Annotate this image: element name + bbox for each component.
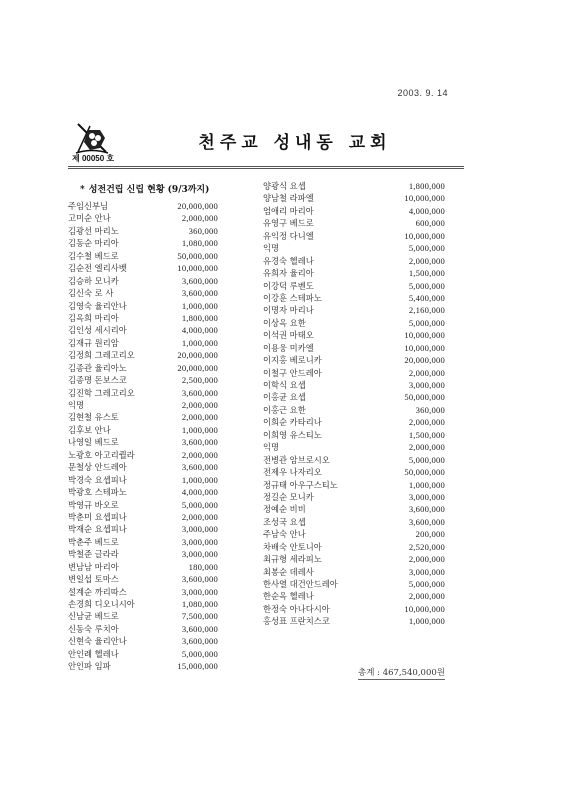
issue-date: 2003. 9. 14 <box>397 88 448 98</box>
donor-row <box>68 250 218 262</box>
donor-name: 이학식 요셉 <box>263 380 306 390</box>
donor-name: 신동숙 루치아 <box>68 623 119 634</box>
donor-row <box>68 200 218 212</box>
donor-name: 익명 <box>68 400 85 410</box>
donation-amount: 1,080,000 <box>181 238 218 249</box>
donation-amount: 2,000,000 <box>181 449 218 460</box>
donor-name: 박춘주 베드로 <box>68 536 119 547</box>
donor-name: 유경숙 헬레나 <box>263 255 314 266</box>
donor-row <box>68 411 218 423</box>
donation-amount: 10,000,000 <box>404 230 445 241</box>
donor-row <box>68 536 218 548</box>
donor-row <box>68 225 218 237</box>
donor-name: 유영구 베드로 <box>263 218 314 229</box>
donation-amount: 2,000,000 <box>181 412 218 423</box>
donation-amount: 5,000,000 <box>181 648 218 659</box>
donation-amount: 3,000,000 <box>181 536 218 547</box>
donor-name: 김현철 유스토 <box>68 412 119 423</box>
donation-amount: 20,000,000 <box>177 201 218 211</box>
donation-amount: 15,000,000 <box>177 661 218 672</box>
donor-name: 김재규 원리암 <box>68 337 119 348</box>
donor-name: 김종명 돈보스코 <box>68 375 127 386</box>
donor-name: 안인례 헬레나 <box>68 648 119 659</box>
donation-amount: 10,000,000 <box>404 342 445 353</box>
donor-name: 한정숙 아나다시아 <box>263 603 330 614</box>
donor-name: 한순옥 헬레나 <box>263 591 314 602</box>
donor-row <box>263 503 445 515</box>
header-divider <box>68 166 464 167</box>
donor-row <box>263 292 445 304</box>
donation-amount: 2,520,000 <box>408 541 445 552</box>
donation-amount: 1,080,000 <box>181 599 218 609</box>
donor-row <box>68 461 218 473</box>
donor-row <box>68 523 218 535</box>
donation-amount: 3,000,000 <box>408 566 445 577</box>
donor-name: 차배숙 안토니아 <box>263 541 322 552</box>
donor-row <box>68 424 218 436</box>
donor-name: 신현숙 율리안나 <box>68 636 127 647</box>
donor-name: 이지홍 베로니카 <box>263 355 322 366</box>
donor-name: 익명 <box>263 442 280 453</box>
donation-amount: 3,600,000 <box>408 516 445 527</box>
page-title: 천주교 성내동 교회 <box>198 133 392 153</box>
donation-amount: 3,600,000 <box>181 275 218 286</box>
donor-row <box>68 349 218 361</box>
donation-amount: 1,500,000 <box>408 429 445 440</box>
donor-name: 김신숙 로 사 <box>68 288 114 299</box>
donor-name: 이명자 마리나 <box>263 305 314 316</box>
donation-amount: 2,000,000 <box>408 442 445 453</box>
donor-name: 최규형 세라피노 <box>263 554 322 565</box>
donor-name: 양남철 라파엘 <box>263 193 314 204</box>
donor-row <box>68 598 218 610</box>
donor-name: 변남남 마리아 <box>68 561 119 572</box>
donor-name: 이석권 마태오 <box>263 330 314 341</box>
donation-amount: 2,160,000 <box>408 305 445 316</box>
donor-row <box>263 603 445 615</box>
donation-amount: 1,000,000 <box>408 616 445 627</box>
donor-row <box>68 573 218 585</box>
donor-row <box>68 660 218 672</box>
donor-row <box>68 474 218 486</box>
donation-amount: 10,000,000 <box>177 263 218 274</box>
donation-amount: 3,000,000 <box>181 524 218 535</box>
donor-row <box>263 255 445 267</box>
donor-row <box>263 329 445 341</box>
donation-amount: 2,000,000 <box>408 554 445 565</box>
donor-name: 주임신부님 <box>68 201 109 211</box>
donor-name: 김광선 마리노 <box>68 225 119 236</box>
section-heading <box>80 182 209 195</box>
donation-amount: 360,000 <box>415 404 445 415</box>
donor-row <box>263 615 445 627</box>
donor-name: 박철준 글라라 <box>68 549 119 560</box>
donor-name: 전제우 나자리오 <box>263 467 322 478</box>
donor-row <box>263 590 445 602</box>
donor-row <box>68 387 218 399</box>
donor-name: 설계순 까리따스 <box>68 586 127 597</box>
donation-amount: 3,600,000 <box>181 574 218 585</box>
donor-name: 김인성 세시리아 <box>68 325 127 336</box>
donor-row <box>263 516 445 528</box>
donation-amount: 10,000,000 <box>404 193 445 204</box>
donor-row <box>263 429 445 441</box>
donation-amount: 1,800,000 <box>408 181 445 191</box>
donor-name: 정길순 모니카 <box>263 491 314 502</box>
donor-row <box>68 635 218 647</box>
donation-amount: 1,000,000 <box>408 479 445 490</box>
donor-row <box>263 553 445 565</box>
donor-name: 조성국 요셉 <box>263 516 306 527</box>
donor-row <box>68 623 218 635</box>
donor-row <box>263 180 445 192</box>
donor-row <box>68 548 218 560</box>
donor-row <box>263 491 445 503</box>
donor-row <box>263 404 445 416</box>
donation-amount: 2,500,000 <box>181 375 218 386</box>
donor-name: 한사열 대건안드레아 <box>263 579 338 589</box>
donation-amount: 3,600,000 <box>181 462 218 473</box>
donor-row <box>263 566 445 578</box>
donor-row <box>68 586 218 598</box>
donation-amount: 50,000,000 <box>404 467 445 478</box>
donor-row <box>68 337 218 349</box>
donation-amount: 3,600,000 <box>408 504 445 515</box>
donation-amount: 3,000,000 <box>408 380 445 390</box>
donor-name: 김정희 그레고리오 <box>68 350 135 361</box>
donation-amount: 600,000 <box>415 218 445 229</box>
donation-amount: 1,000,000 <box>181 474 218 485</box>
donor-row <box>263 317 445 329</box>
donor-row <box>68 275 218 287</box>
issue-number: 제 00050 호 <box>72 154 115 163</box>
donor-row <box>68 449 218 461</box>
donor-row <box>263 192 445 204</box>
donation-amount: 5,000,000 <box>408 243 445 254</box>
header-divider-2 <box>68 168 464 169</box>
donor-list-left <box>68 200 218 673</box>
donor-name: 정예순 비비 <box>263 504 306 515</box>
donor-row <box>68 312 218 324</box>
donor-row <box>263 416 445 428</box>
donation-amount: 180,000 <box>188 561 218 572</box>
donation-amount: 5,000,000 <box>408 454 445 465</box>
donation-amount: 5,000,000 <box>181 499 218 510</box>
donor-name: 양광식 요셉 <box>263 181 306 191</box>
section-heading-text: 성전건립 신립 현황 (9/3까지) <box>88 185 210 195</box>
donation-amount: 200,000 <box>415 529 445 540</box>
donor-name: 김승하 모니카 <box>68 275 119 286</box>
donation-amount: 2,000,000 <box>181 511 218 522</box>
donor-row <box>68 486 218 498</box>
donor-row <box>263 391 445 403</box>
donor-name: 손경희 디오니시아 <box>68 599 135 609</box>
donor-name: 김동순 마리아 <box>68 238 119 249</box>
donation-amount: 7,500,000 <box>181 611 218 622</box>
donor-name: 정규태 아우구스티노 <box>263 479 338 490</box>
donor-name: 주남숙 안나 <box>263 529 306 540</box>
donor-name: 이희순 카타리나 <box>263 417 322 428</box>
donation-amount: 1,000,000 <box>181 337 218 348</box>
donor-row <box>68 362 218 374</box>
donation-amount: 2,000,000 <box>408 255 445 266</box>
donor-name: 이홍균 요셉 <box>263 392 306 403</box>
donor-row <box>263 441 445 453</box>
donor-row <box>68 561 218 573</box>
donor-row <box>263 205 445 217</box>
donor-row <box>68 324 218 336</box>
donor-name: 이강훈 스테파노 <box>263 292 322 303</box>
donor-name: 박영규 바오로 <box>68 499 119 510</box>
donation-amount: 2,000,000 <box>181 213 218 224</box>
donation-amount: 20,000,000 <box>177 350 218 361</box>
donor-name: 김순전 엘리사벳 <box>68 263 127 274</box>
donation-amount: 1,500,000 <box>408 268 445 279</box>
donor-row <box>263 242 445 254</box>
donor-row <box>263 541 445 553</box>
donor-row <box>263 479 445 491</box>
donation-amount: 3,600,000 <box>181 437 218 448</box>
donor-name: 박경숙 요셉피나 <box>68 474 127 485</box>
donation-amount: 3,000,000 <box>181 549 218 560</box>
donor-row <box>263 528 445 540</box>
donation-amount: 5,000,000 <box>408 280 445 291</box>
donation-amount: 360,000 <box>188 225 218 236</box>
donor-name: 최봉순 데레사 <box>263 566 314 577</box>
donor-row <box>263 217 445 229</box>
donor-name: 변일섭 토마스 <box>68 574 119 585</box>
donation-amount: 4,000,000 <box>181 325 218 336</box>
donor-row <box>68 648 218 660</box>
donation-amount: 1,000,000 <box>181 300 218 311</box>
donor-row <box>263 267 445 279</box>
donor-row <box>263 454 445 466</box>
donation-amount: 1,800,000 <box>181 312 218 323</box>
total-amount: 총계 : 467,540,000원 <box>358 668 445 678</box>
donor-name: 김옥희 마리아 <box>68 312 119 323</box>
donation-amount: 3,600,000 <box>181 636 218 647</box>
donor-row <box>263 342 445 354</box>
donor-name: 고미순 안나 <box>68 213 111 224</box>
donor-row <box>68 237 218 249</box>
donor-row <box>68 610 218 622</box>
donation-amount: 2,000,000 <box>408 417 445 428</box>
donor-name: 홍성표 프란치스코 <box>263 616 330 627</box>
donation-amount: 1,000,000 <box>181 424 218 435</box>
donor-name: 이희영 유스티노 <box>263 429 322 440</box>
donor-row <box>263 466 445 478</box>
donation-amount: 10,000,000 <box>404 330 445 341</box>
donor-name: 나영일 베드로 <box>68 437 119 448</box>
donor-row <box>68 499 218 511</box>
donor-row <box>68 300 218 312</box>
donor-name: 전병관 암브로시오 <box>263 454 330 465</box>
donor-row <box>68 262 218 274</box>
donor-row <box>68 212 218 224</box>
donor-row <box>263 304 445 316</box>
donor-name: 유희자 율리아 <box>263 268 314 279</box>
donor-name: 김영숙 율리안나 <box>68 300 127 311</box>
donor-name: 익명 <box>263 243 280 254</box>
donor-name: 김수철 베드로 <box>68 250 119 261</box>
donor-name: 엄애리 마리아 <box>263 205 314 216</box>
donor-name: 이철구 안드레아 <box>263 367 322 378</box>
donor-name: 문철상 안드레아 <box>68 462 127 473</box>
donation-amount: 3,000,000 <box>181 586 218 597</box>
donor-list-right <box>263 180 445 628</box>
donation-amount: 50,000,000 <box>404 392 445 403</box>
donation-amount: 4,000,000 <box>408 205 445 216</box>
bullet-marker: * <box>80 185 85 195</box>
donor-name: 노광호 아고리퀄라 <box>68 449 135 460</box>
donor-row <box>68 287 218 299</box>
donation-amount: 2,000,000 <box>181 400 218 410</box>
donation-amount: 2,000,000 <box>408 367 445 378</box>
donor-name: 박춘미 요셉피나 <box>68 511 127 522</box>
donor-row <box>263 367 445 379</box>
donor-name: 이상옥 요한 <box>263 317 306 328</box>
donation-amount: 10,000,000 <box>404 603 445 614</box>
donor-name: 박재순 요셉피나 <box>68 524 127 535</box>
donation-amount: 3,600,000 <box>181 288 218 299</box>
donation-amount: 2,000,000 <box>408 591 445 602</box>
donor-name: 유익정 다니엘 <box>263 230 314 241</box>
donor-name: 박광호 스테파노 <box>68 487 127 498</box>
donor-name: 김진학 그레고리오 <box>68 387 135 398</box>
donation-amount: 5,400,000 <box>408 292 445 303</box>
donor-name: 안인파 임파 <box>68 661 111 672</box>
donor-row <box>68 436 218 448</box>
donation-amount: 5,000,000 <box>408 317 445 328</box>
donor-row <box>263 280 445 292</box>
donor-row <box>68 511 218 523</box>
donor-name: 이용웅 미카엘 <box>263 342 314 353</box>
donor-row <box>263 379 445 391</box>
donation-amount: 3,600,000 <box>181 387 218 398</box>
donor-row <box>68 374 218 386</box>
donor-row <box>68 399 218 411</box>
donation-amount: 3,000,000 <box>408 491 445 502</box>
donor-row <box>263 354 445 366</box>
donor-name: 김종관 율리아노 <box>68 362 127 373</box>
donor-name: 신남균 베드로 <box>68 611 119 622</box>
donor-row <box>263 230 445 242</box>
donation-amount: 20,000,000 <box>177 362 218 373</box>
donation-amount: 3,600,000 <box>181 623 218 634</box>
donation-amount: 50,000,000 <box>177 250 218 261</box>
donor-name: 이홍근 요한 <box>263 404 306 415</box>
donation-amount: 20,000,000 <box>404 355 445 366</box>
donation-amount: 4,000,000 <box>181 487 218 498</box>
donation-amount: 5,000,000 <box>408 579 445 589</box>
donor-row <box>263 578 445 590</box>
donor-name: 이강덕 루벤도 <box>263 280 314 291</box>
donor-name: 김후보 안나 <box>68 424 111 435</box>
